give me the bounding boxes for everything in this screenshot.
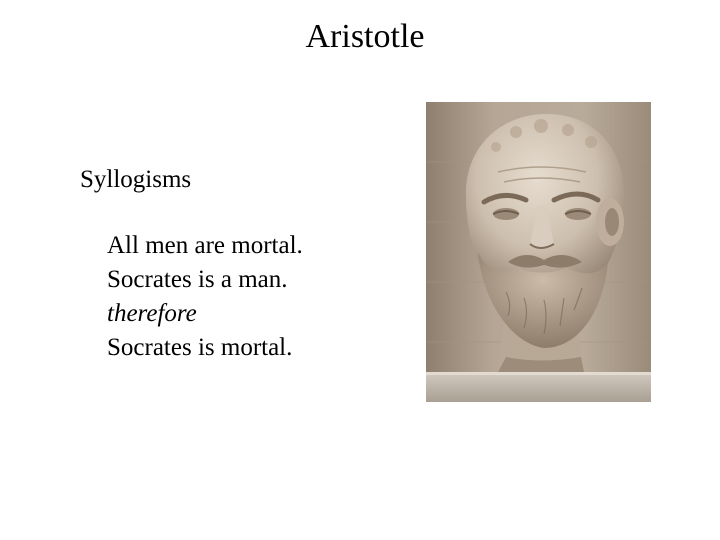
syllogisms-heading: Syllogisms bbox=[80, 166, 192, 193]
slide-title: Aristotle bbox=[305, 18, 425, 55]
conclusion: Socrates is mortal. bbox=[107, 334, 293, 361]
syllogism-lines bbox=[107, 229, 303, 365]
major-premise: All men are mortal. bbox=[107, 232, 303, 259]
bust-photo bbox=[426, 102, 651, 402]
minor-premise: Socrates is a man. bbox=[107, 266, 288, 293]
plinth bbox=[426, 372, 651, 402]
therefore-connective: therefore bbox=[107, 300, 197, 327]
